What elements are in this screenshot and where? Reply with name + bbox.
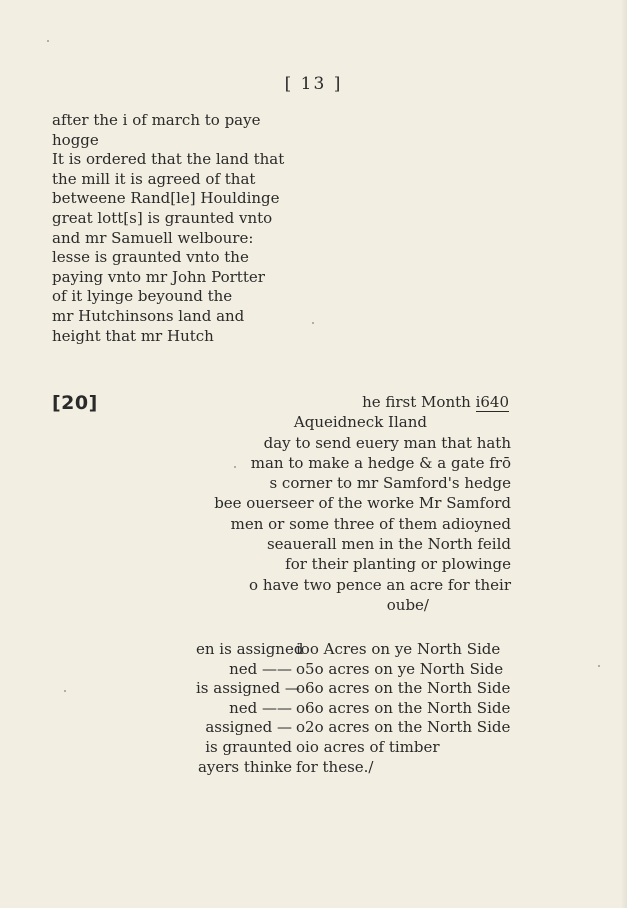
text-line: lesse is graunted vnto the [52, 248, 249, 267]
section-marker: [20] [52, 392, 98, 414]
text-line: seauerall men in the North feild [266, 535, 511, 554]
paper-speck [598, 665, 600, 667]
page-edge [621, 0, 627, 908]
text-line: after the i of march to paye [52, 111, 261, 129]
text-line: for their planting or plowinge [285, 555, 511, 574]
grant-detail: ioo Acres on ye North Side [296, 640, 501, 658]
grant-row [196, 758, 510, 778]
text-line: hogge [52, 130, 99, 149]
grant-detail: oio acres of timber [296, 737, 440, 756]
paper-speck [312, 322, 314, 324]
grant-lead: en is assigned [196, 640, 304, 658]
grant-lead: ned —— [229, 659, 292, 678]
text-line: man to make a hedge & a gate frō [250, 453, 511, 472]
grant-lead: assigned — [205, 718, 292, 737]
text-line: height that mr Hutch [52, 326, 214, 345]
transcript-block-middle [214, 392, 511, 615]
grant-lead: ned —— [229, 698, 292, 717]
grant-lead: ayers thinke [197, 757, 292, 776]
grant-detail: o5o acres on ye North Side [296, 659, 504, 678]
grant-detail: o6o acres on the North Side [296, 679, 511, 698]
text-line: mr Hutchinsons land and [52, 306, 245, 325]
grant-detail: o6o acres on the North Side [296, 698, 511, 717]
text-line: and mr Samuell welboure: [52, 228, 254, 247]
text-line [214, 392, 511, 412]
paper-speck [234, 466, 236, 468]
grant-row [196, 699, 510, 719]
page-number: [ 13 ] [284, 74, 343, 94]
grant-row [196, 738, 510, 758]
text-line: betweene Rand[le] Houldinge [52, 189, 280, 208]
grant-row [196, 640, 510, 660]
text-line: great lott[s] is graunted vnto [52, 208, 273, 227]
text-line: oube/ [386, 595, 429, 614]
grant-row [196, 679, 510, 699]
text-line: It is ordered that the land that [52, 150, 285, 169]
text-line: Aqueidneck Iland [293, 413, 427, 432]
text-line: s corner to mr Samford's hedge [269, 474, 511, 493]
grant-detail: o2o acres on the North Side [296, 718, 511, 737]
year: i640 [475, 393, 509, 411]
grant-row [196, 718, 510, 738]
text-line: day to send euery man that hath [263, 433, 511, 452]
grant-detail: for these./ [296, 757, 374, 776]
paper-speck [47, 40, 49, 42]
transcript-block-upper [52, 111, 284, 346]
text-line: of it lyinge beyound the [52, 287, 233, 306]
paper-speck [64, 690, 66, 692]
text-line: the mill it is agreed of that [52, 169, 256, 188]
text-line: bee ouerseer of the worke Mr Samford [214, 494, 511, 513]
land-grant-list [196, 640, 510, 777]
line-text: he first Month [362, 393, 476, 411]
grant-row [196, 660, 510, 680]
text-line: o have two pence an acre for their [249, 575, 511, 594]
grant-lead: is assigned — [196, 679, 300, 698]
text-line: men or some three of them adioyned [230, 514, 511, 533]
grant-lead: is graunted [205, 737, 292, 756]
text-line: paying vnto mr John Portter [52, 267, 265, 286]
